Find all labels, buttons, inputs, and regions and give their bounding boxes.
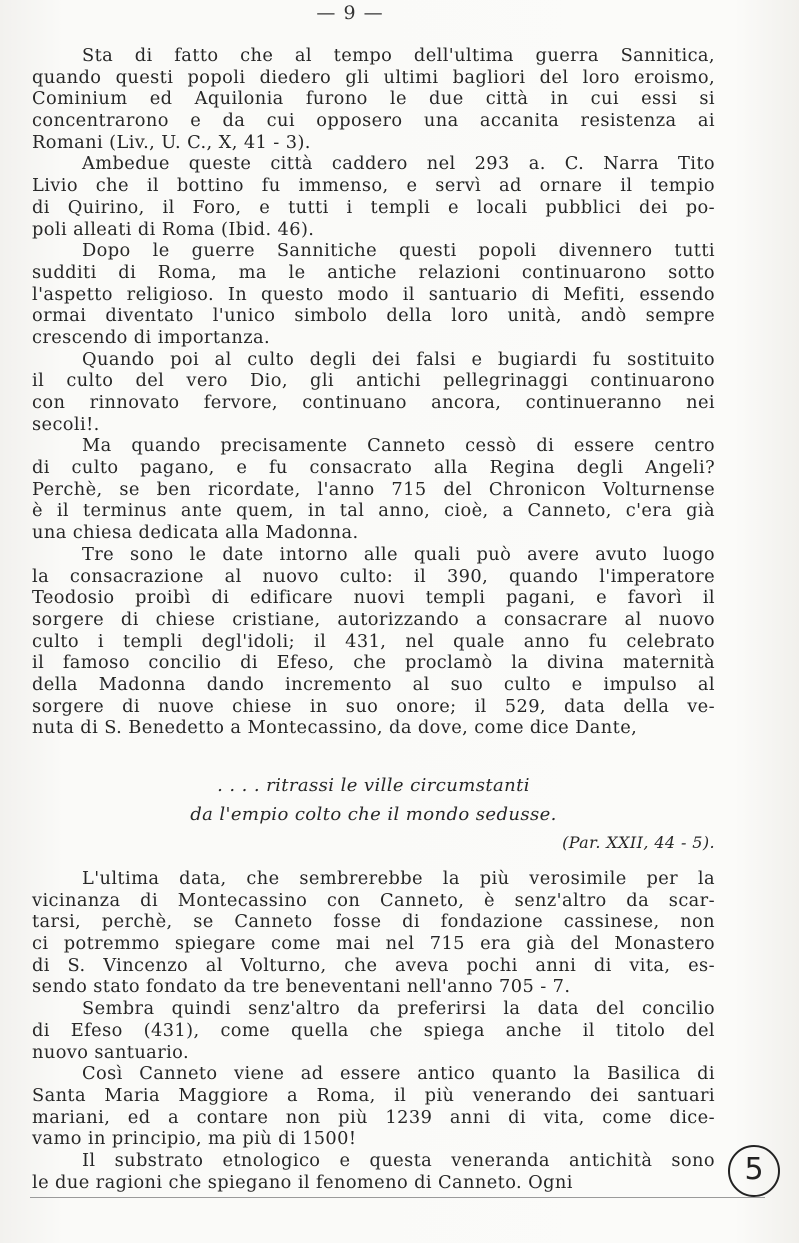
paragraph-group-bottom [32, 868, 715, 1193]
text-line: nuovo santuario. [32, 1041, 190, 1063]
text-line: Perchè, se ben ricordate, l'anno 715 del Chronicon Volturnense [32, 478, 715, 500]
text-line: vamo in principio, ma più di 1500! [32, 1128, 357, 1150]
text-line: una chiesa dedicata alla Madonna. [32, 522, 359, 544]
text-line: Sta di fatto che al tempo dell'ultima guerra Sannitica, [82, 45, 715, 66]
text-line: della Madonna dando incremento al suo culto e impulso al [32, 673, 715, 695]
bottom-edge-line [30, 1197, 765, 1198]
text-line: il famoso concilio di Efeso, che proclamò la divina maternità [32, 652, 715, 674]
text-line: Sembra quindi senz'altro da preferirsi la data del concilio [82, 998, 715, 1020]
text-line: la consacrazione al nuovo culto: il 390, quando l'imperatore [32, 565, 715, 587]
paragraph-group-top [32, 45, 715, 739]
text-line: Teodosio proibì di edificare nuovi templi pagani, e favorì il [32, 587, 715, 609]
text-line: sorgere di chiese cristiane, autorizzando a consacrare al nuovo [32, 608, 715, 630]
text-line: ci potremmo spiegare come mai nel 715 era già del Monastero [32, 933, 715, 955]
text-line: Cominium ed Aquilonia furono le due città in cui essi si [32, 88, 715, 110]
text-line: Ma quando precisamente Canneto cessò di essere centro [82, 435, 715, 457]
text-line: l'aspetto religioso. In questo modo il santuario di Mefiti, essendo [32, 283, 715, 305]
text-line: il culto del vero Dio, gli antichi pellegrinaggi continuarono [32, 370, 715, 392]
text-line: poli alleati di Roma (Ibid. 46). [32, 218, 315, 240]
quote-line-1: . . . . ritrassi le ville circumstanti [217, 775, 530, 796]
text-line: Quando poi al culto degli dei falsi e bugiardi fu sostituito [82, 348, 715, 370]
text-line: le due ragioni che spiegano il fenomeno di Canneto. Ogni [32, 1171, 573, 1193]
text-line: Il substrato etnologico e questa veneranda antichità sono [82, 1149, 715, 1171]
text-line: Dopo le guerre Sannitiche questi popoli divennero tutti [82, 240, 715, 262]
quote-citation: (Par. XXII, 44 - 5). [562, 833, 715, 852]
text-line: di culto pagano, e fu consacrato alla Regina degli Angeli? [32, 457, 715, 479]
text-line: di Quirino, il Foro, e tutti i templi e locali pubblici dei po- [32, 196, 715, 218]
text-line: L'ultima data, che sembrerebbe la più verosimile per la [82, 868, 715, 889]
dante-quote [32, 774, 715, 854]
text-line: sudditi di Roma, ma le antiche relazioni continuarono sotto [32, 261, 715, 283]
text-line: sendo stato fondato da tre beneventani nell'anno 705 - 7. [32, 976, 571, 998]
quote-line-2: da l'empio colto che il mondo sedusse. [190, 804, 557, 825]
text-line: tarsi, perchè, se Canneto fosse di fondazione cassinese, non [32, 911, 715, 933]
text-line: ormai diventato l'unico simbolo della loro unità, andò sempre [32, 305, 715, 327]
text-line: culto i templi degl'idoli; il 431, nel quale anno fu celebrato [32, 630, 715, 652]
text-line: Santa Maria Maggiore a Roma, il più venerando dei santuari [32, 1084, 715, 1106]
text-line: Romani (Liv., U. C., X, 41 - 3). [32, 131, 311, 153]
text-line: è il terminus ante quem, in tal anno, cioè, a Canneto, c'era già [32, 500, 715, 522]
text-line: di S. Vincenzo al Volturno, che aveva pochi anni di vita, es- [32, 954, 715, 976]
text-line: mariani, ed a contare non più 1239 anni di vita, come dice- [32, 1106, 715, 1128]
text-line: quando questi popoli diedero gli ultimi bagliori del loro eroismo, [32, 66, 715, 88]
text-line: Tre sono le date intorno alle quali può avere avuto luogo [82, 543, 715, 565]
text-line: Ambedue queste città caddero nel 293 a. C. Narra Tito [82, 153, 715, 175]
text-line: sorgere di nuove chiese in suo onore; il 529, data della ve- [32, 695, 715, 717]
text-line: Così Canneto viene ad essere antico quanto la Basilica di [82, 1063, 715, 1085]
text-line: crescendo di importanza. [32, 326, 271, 348]
text-line: con rinnovato fervore, continuano ancora, continueranno nei [32, 392, 715, 413]
text-line: di Efeso (431), come quella che spiega anche il titolo del [32, 1019, 715, 1041]
body-text-bottom [32, 868, 715, 1193]
page-number: — 9 — [316, 2, 384, 24]
body-text-top [32, 45, 715, 739]
text-line: secoli!. [32, 413, 100, 435]
text-line: Livio che il bottino fu immenso, e servì ad ornare il tempio [32, 175, 715, 197]
text-line: vicinanza di Montecassino con Canneto, è senz'altro da scar- [32, 889, 715, 911]
text-line: nuta di S. Benedetto a Montecassino, da dove, come dice Dante, [32, 717, 638, 739]
text-line: concentrarono e da cui opposero una accanita resistenza ai [32, 110, 715, 132]
handwritten-page-mark: 5 [728, 1145, 780, 1197]
